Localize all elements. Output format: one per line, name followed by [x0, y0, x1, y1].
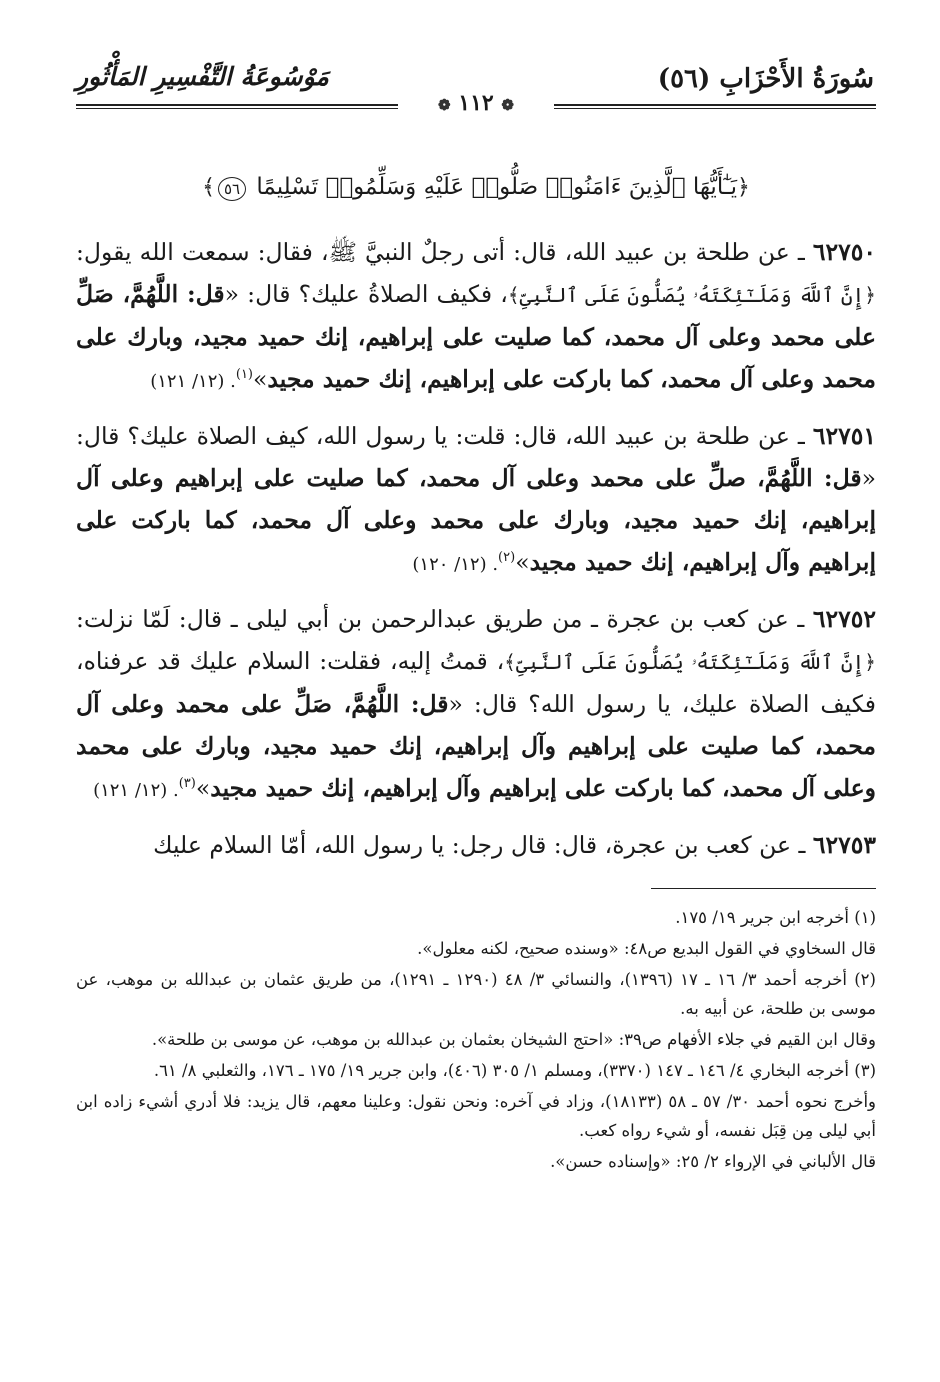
footnote: قال الألباني في الإرواء ٢/ ٢٥: «وإسناده حسن».: [550, 1152, 876, 1171]
page-number: ١١٢: [458, 90, 494, 116]
book-page: [76, 62, 876, 1362]
volume-page-ref: . (١٢/ ١٢١): [150, 371, 236, 392]
book-title: مَوْسُوعَةُ التَّفْسِيرِ المَأْثُورِ: [76, 62, 329, 91]
surah-title: سُورَةُ الأَحْزَابِ (٥٦): [657, 64, 874, 94]
hadith-number: ٦٢٧٥١: [812, 422, 876, 450]
hadith-entry: [76, 231, 876, 403]
hadith-intro: ـ عن كعب بن عجرة ـ من طريق عبدالرحمن بن أبي ليلى ـ قال: لَمّا نزلت:: [76, 605, 813, 633]
volume-page-ref: . (١٢/ ١٢٠): [412, 554, 499, 575]
verse-close-bracket: ﴾: [202, 175, 215, 200]
header-rule-right: [554, 104, 876, 109]
ornament-icon: ❁: [438, 96, 451, 114]
quote-close: »: [253, 365, 268, 393]
hadith-entry: [76, 824, 876, 866]
hadith-number: ٦٢٧٥٢: [812, 605, 876, 633]
footnote: (٣) أخرجه البخاري ٤/ ١٤٦ ـ ١٤٧ (٣٣٧٠)، ومسلم ١/ ٣٠٥ (٤٠٦)، وابن جرير ١٩/ ١٧٥ ـ ١٧٦، والثعلبي ٨/ ٦١.: [153, 1061, 876, 1080]
hadith-intro: ـ عن طلحة بن عبيد الله، قال: أتى رجلٌ النبيَّ ﷺ، فقال: سمعت الله يقول:: [76, 238, 813, 266]
footnote: وقال ابن القيم في جلاء الأفهام ص٣٩: «احتج الشيخان بعثمان بن عبدالله بن موهب، عن موسى بن طلحة».: [151, 1030, 876, 1049]
verse-text: يَـٰٓأَيُّهَا ٱلَّذِينَ ءَامَنُوا۟ صَلُّوا۟ عَلَيْهِ وَسَلِّمُوا۟ تَسْلِيمًا: [256, 174, 737, 200]
footnote-marker[interactable]: (٣): [178, 776, 196, 792]
ornament-icon: ❁: [501, 96, 514, 114]
page-header: [76, 62, 876, 122]
verse-number: ٥٦: [218, 177, 246, 201]
verse-open-bracket: ﴿: [737, 175, 750, 200]
hadith-entry: [76, 598, 876, 812]
quote-close: »: [515, 548, 530, 576]
volume-page-ref: . (١٢/ ١٢١): [93, 780, 179, 801]
hadith-bold-text: قل: اللَّهُمَّ، صَلِّ على محمد وعلى آل محمد، كما صليت على إبراهيم وآل إبراهيم، إنك حميد مجيد، وبارك على محمد وعلى آل محمد، كما باركت على إبراهيم وآل إبراهيم، إنك حميد مجيد: [76, 690, 876, 802]
hadith-intro: ـ عن طلحة بن عبيد الله، قال: قلت: يا رسول الله، كيف الصلاة عليك؟ قال: «: [76, 422, 876, 492]
footnote: (١) أخرجه ابن جرير ١٩/ ١٧٥.: [675, 908, 876, 927]
header-rule-left: [76, 104, 398, 109]
page-number-box: [424, 90, 528, 116]
hadith-text: ، قمتُ إليه، فقلت: السلام عليك قد عرفناه، فكيف الصلاة عليك، يا رسول الله؟ قال: «: [76, 647, 876, 718]
footnote-marker[interactable]: (١): [235, 367, 253, 383]
quran-verse: [76, 174, 876, 201]
hadith-entry: [76, 415, 876, 586]
quran-quote: ﴿إِنَّ ٱللَّهَ وَمَلَـٰٓئِكَتَهُۥ يُصَلُّونَ عَلَى ٱلنَّبِىِّ﴾: [504, 650, 876, 674]
footnote-marker[interactable]: (٢): [498, 550, 516, 566]
footnote: قال السخاوي في القول البديع ص٤٨: «وسنده صحيح، لكنه معلول».: [417, 939, 876, 958]
quran-quote: ﴿إِنَّ ٱللَّهَ وَمَلَـٰٓئِكَتَهُۥ يُصَلُّونَ عَلَى ٱلنَّبِىِّ﴾: [507, 283, 876, 307]
hadith-number: ٦٢٧٥٣: [812, 831, 876, 859]
footnote-separator: [651, 888, 876, 889]
hadith-text: ، فكيف الصلاةُ عليك؟ قال: «: [224, 280, 508, 308]
footnote: وأخرج نحوه أحمد ٣٠/ ٥٧ ـ ٥٨ (١٨١٣٣)، وزاد في آخره: ونحن نقول: وعلينا معهم، قال يزيد: فلا أدري أشيء زاده ابن أبي ليلى مِن قِبَل نفسه، أو شيء رواه كعب.: [76, 1092, 877, 1140]
quote-close: »: [195, 774, 211, 802]
hadith-bold-text: قل: اللَّهُمَّ، صلِّ على محمد وعلى آل محمد، كما صليت على إبراهيم وعلى آل إبراهيم، إنك حميد مجيد، وبارك على محمد وعلى آل محمد، كما باركت على إبراهيم وآل إبراهيم، إنك حميد مجيد: [76, 464, 876, 576]
hadith-intro: ـ عن كعب بن عجرة، قال: قال رجل: يا رسول الله، أمّا السلام عليك: [153, 831, 813, 859]
hadith-bold-text: قل: اللَّهُمَّ، صَلِّ على محمد وعلى آل محمد، كما صليت على إبراهيم، إنك حميد مجيد، وبارك على محمد وعلى آل محمد، كما باركت على إبراهيم، إنك حميد مجيد: [76, 280, 876, 393]
hadith-number: ٦٢٧٥٠: [812, 238, 876, 266]
footnote: (٢) أخرجه أحمد ٣/ ١٦ ـ ١٧ (١٣٩٦)، والنسائي ٣/ ٤٨ (١٢٩٠ ـ ١٢٩١)، من طريق عثمان بن عبدالله بن موهب، عن موسى بن طلحة، عن أبيه به.: [76, 970, 876, 1018]
